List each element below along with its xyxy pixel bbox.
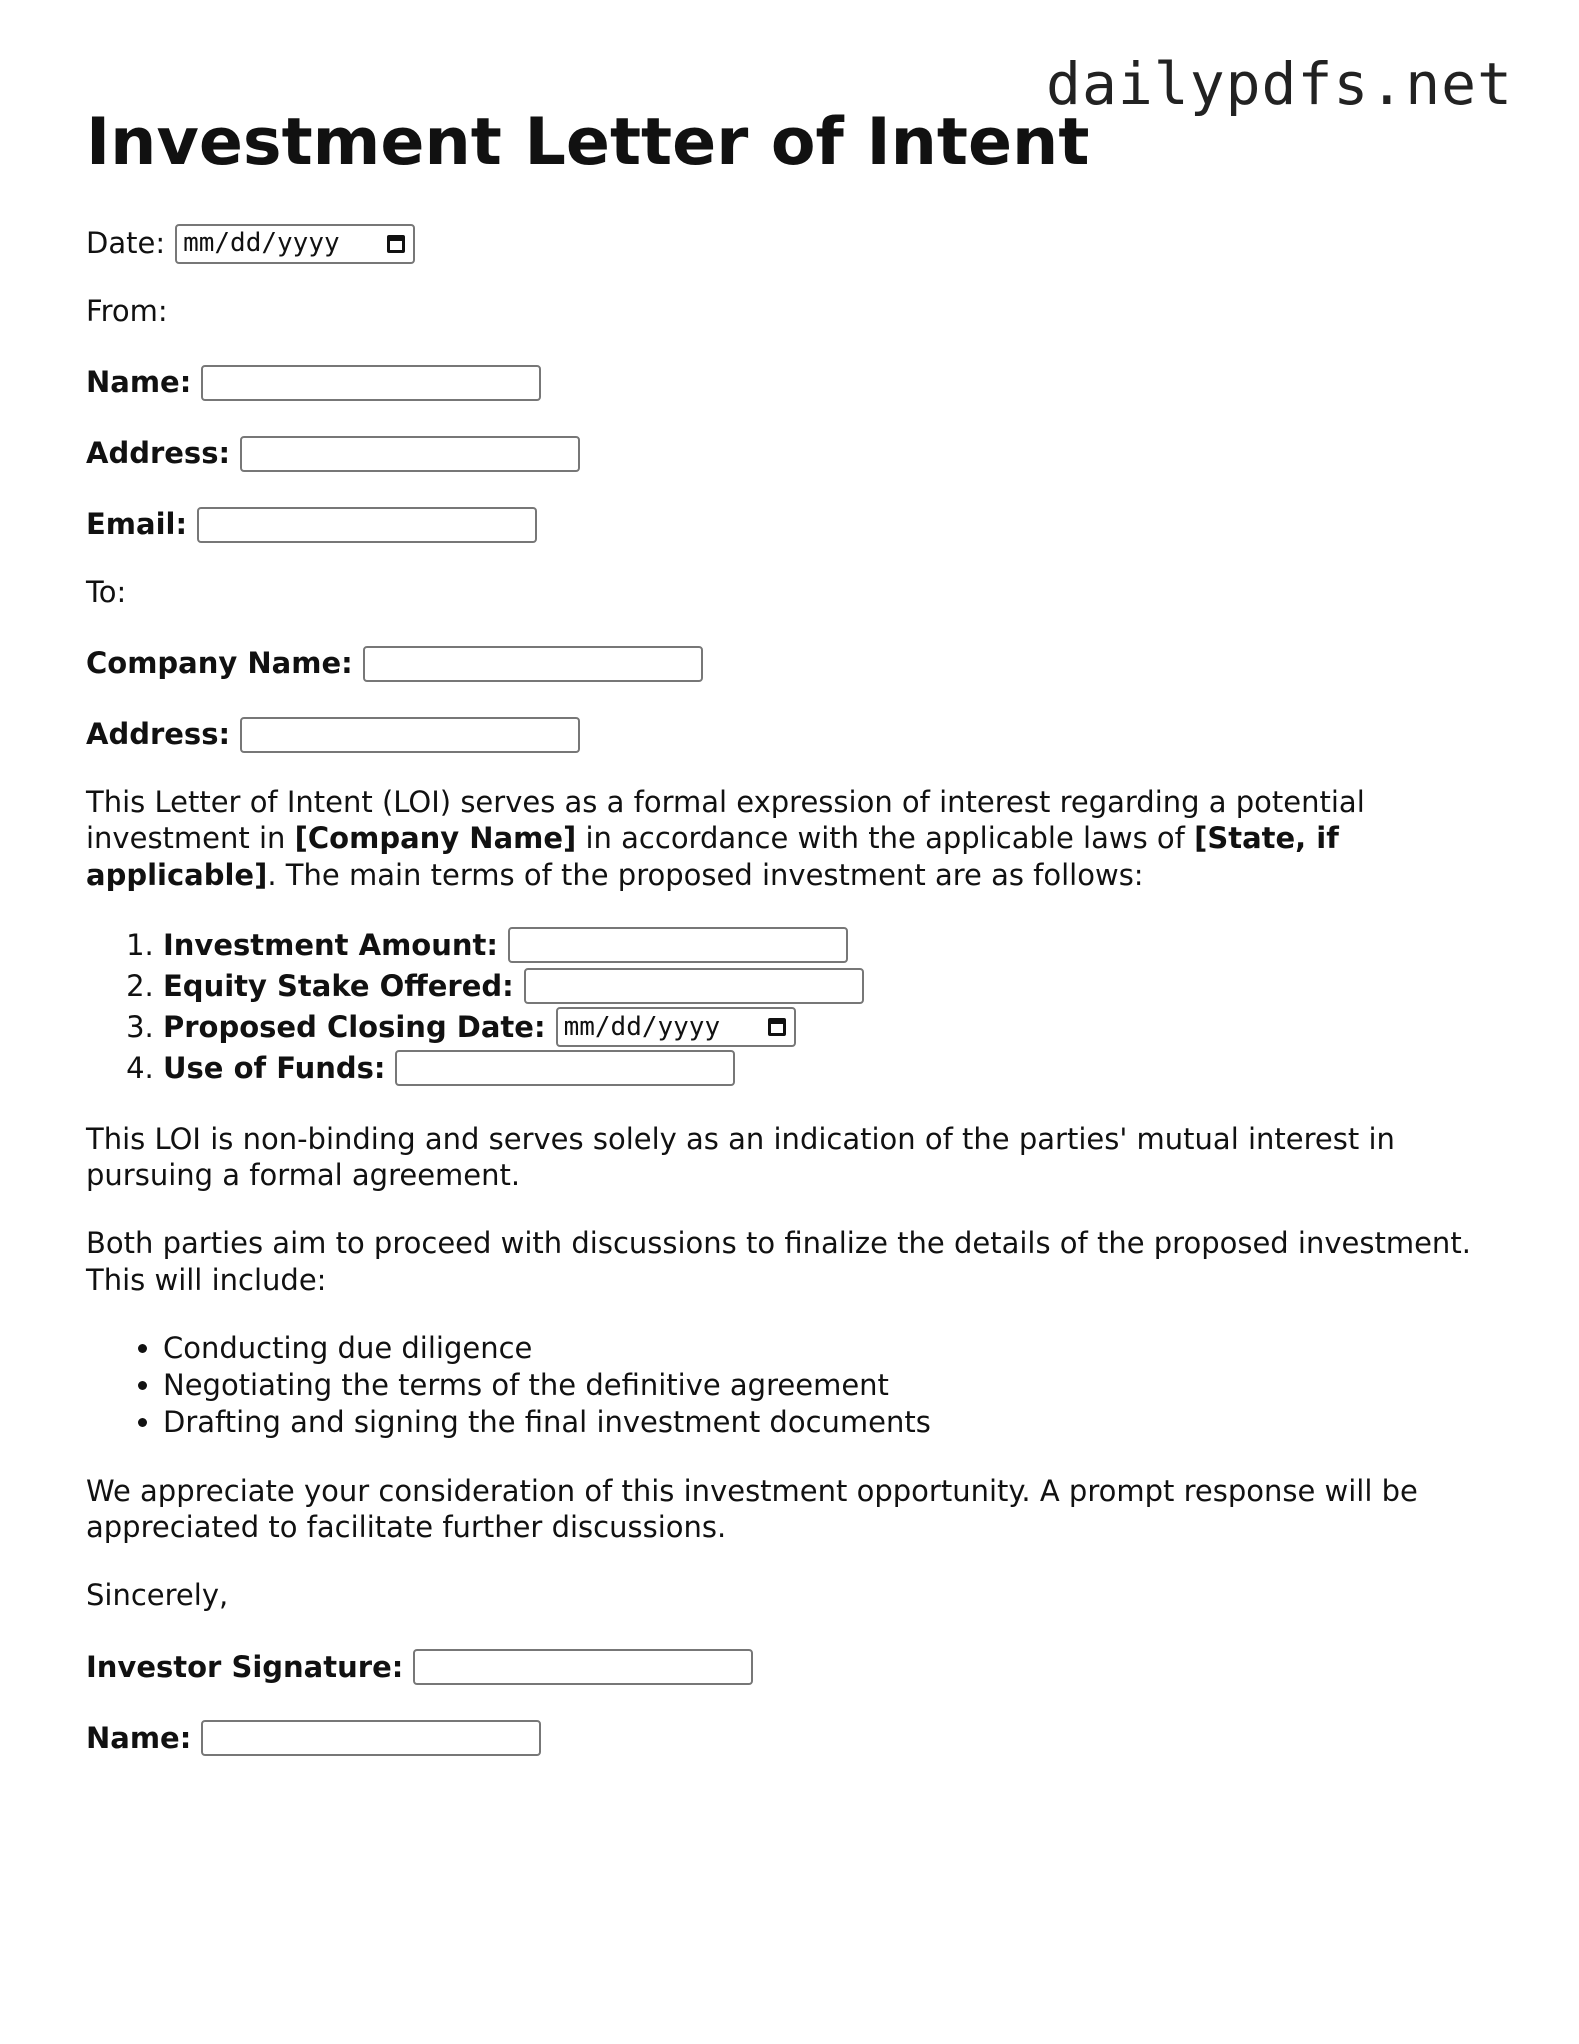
- to-company-row: [86, 642, 1496, 685]
- calendar-icon[interactable]: [768, 1018, 786, 1036]
- signer-name-row: [86, 1716, 1496, 1759]
- from-heading: From:: [86, 293, 168, 328]
- nonbinding-paragraph: This LOI is non-binding and serves solely as an indication of the parties' mutual interest in pursuing a formal agreement.: [86, 1121, 1395, 1192]
- from-name-row: [86, 361, 1496, 404]
- from-name-label: Name:: [86, 365, 192, 400]
- from-address-label: Address:: [86, 436, 231, 471]
- to-address-label: Address:: [86, 717, 231, 752]
- intro-text-2: in accordance with the applicable laws of: [576, 821, 1195, 856]
- closing-date-label: 3. Proposed Closing Date:: [163, 1009, 546, 1044]
- company-name-placeholder: [Company Name]: [294, 821, 577, 856]
- to-heading: To:: [86, 574, 127, 609]
- proceed-paragraph: Both parties aim to proceed with discussions to finalize the details of the proposed investment. This will include:: [86, 1226, 1471, 1297]
- intro-text-3: . The main terms of the proposed investment are as follows:: [267, 857, 1144, 892]
- to-company-input[interactable]: [363, 646, 703, 682]
- letter-page: [86, 104, 1496, 1787]
- from-address-input[interactable]: [240, 436, 580, 472]
- equity-stake-label: 2. Equity Stake Offered:: [163, 968, 514, 1003]
- to-address-row: [86, 713, 1496, 756]
- watermark: dailypdfs.net: [1046, 50, 1513, 118]
- signature-input[interactable]: [413, 1649, 753, 1685]
- list-item: • Negotiating the terms of the definitive agreement: [163, 1367, 1496, 1404]
- closing-date-placeholder: mm/dd/yyyy: [563, 1011, 721, 1042]
- to-company-label: Company Name:: [86, 646, 353, 681]
- sincerely-text: Sincerely,: [86, 1578, 229, 1613]
- term-investment-amount: [163, 925, 1496, 966]
- investment-amount-input[interactable]: [508, 927, 848, 963]
- use-of-funds-label: 4. Use of Funds:: [163, 1050, 386, 1085]
- signature-label: Investor Signature:: [86, 1649, 404, 1684]
- from-name-input[interactable]: [201, 365, 541, 401]
- term-closing-date: [163, 1007, 1496, 1048]
- investment-amount-label: 1. Investment Amount:: [163, 927, 498, 962]
- signature-row: [86, 1645, 1496, 1688]
- from-email-input[interactable]: [197, 507, 537, 543]
- date-input[interactable]: [175, 224, 415, 264]
- intro-text-1: This Letter of Intent (LOI) serves as a formal expression of interest regarding a potential investment in: [86, 785, 1365, 856]
- from-address-row: [86, 432, 1496, 475]
- use-of-funds-input[interactable]: [395, 1050, 735, 1086]
- list-item: • Conducting due diligence: [163, 1330, 1496, 1367]
- terms-list: [86, 925, 1496, 1089]
- term-use-of-funds: [163, 1048, 1496, 1089]
- calendar-icon[interactable]: [387, 235, 405, 253]
- date-label: Date:: [86, 226, 166, 261]
- signer-name-input[interactable]: [201, 1720, 541, 1756]
- closing-date-input[interactable]: [556, 1007, 796, 1047]
- intro-paragraph: [86, 784, 1496, 893]
- page-title: Investment Letter of Intent: [86, 105, 1090, 180]
- to-address-input[interactable]: [240, 717, 580, 753]
- from-email-row: [86, 503, 1496, 546]
- equity-stake-input[interactable]: [524, 968, 864, 1004]
- term-equity-stake: [163, 966, 1496, 1007]
- date-placeholder: mm/dd/yyyy: [183, 228, 340, 259]
- state-placeholder: [State, if applicable]: [86, 821, 1339, 892]
- signer-name-label: Name:: [86, 1720, 192, 1755]
- date-row: [86, 222, 1496, 265]
- closing-paragraph: We appreciate your consideration of this investment opportunity. A prompt response will be appreciated to facilitate further discussions.: [86, 1473, 1418, 1544]
- steps-list: [86, 1330, 1496, 1441]
- from-email-label: Email:: [86, 507, 188, 542]
- list-item: • Drafting and signing the final investment documents: [163, 1404, 1496, 1441]
